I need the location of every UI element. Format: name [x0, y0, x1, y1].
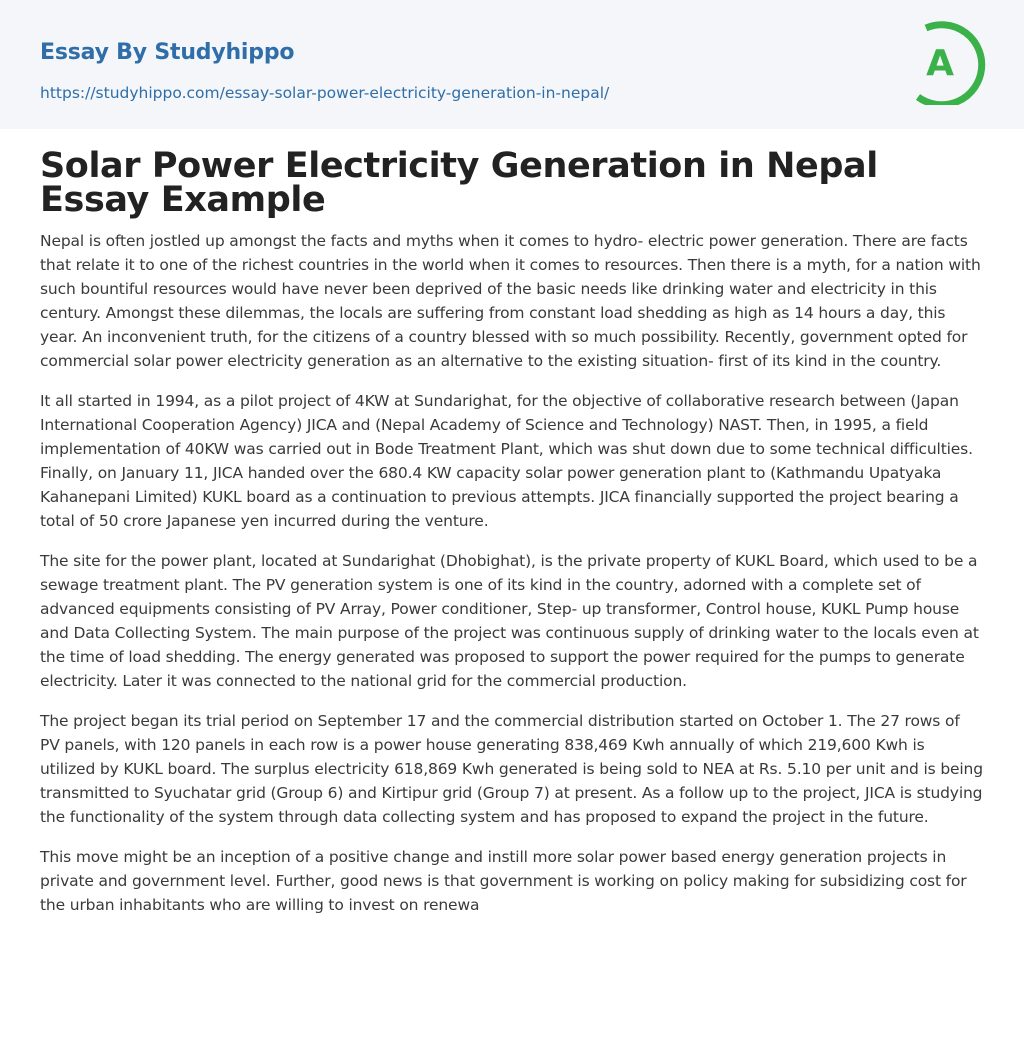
source-url-link[interactable]: https://studyhippo.com/essay-solar-power-electricity-generation-in-nepal/ [40, 84, 610, 102]
logo-letter: A [926, 43, 954, 84]
site-title[interactable]: Essay By Studyhippo [40, 40, 295, 65]
essay-paragraph: It all started in 1994, as a pilot project of 4KW at Sundarighat, for the objective of collaborative research between (Japan International Cooperation Agency) JICA and (Nepal Academy of Science and Technology) NAST. Then, in 1995, a field implementation of 40KW was carried out in Bode Treatment Plant, which was shut down due to some technical difficulties. Finally, on January 11, JICA handed over the 680.4 KW capacity solar power generation plant to (Kathmandu Upatyaka Kahanepani Limited) KUKL board as a continuation to previous attempts. JICA financially supported the project bearing a total of 50 crore Japanese yen incurred during the venture. [40, 392, 973, 530]
essay-paragraph: Nepal is often jostled up amongst the facts and myths when it comes to hydro- electric power generation. There are facts that relate it to one of the richest countries in the world when it comes to resources. Then there is a myth, for a nation with such bountiful resources would have never been deprived of the basic needs like drinking water and electricity in this century. Amongst these dilemmas, the locals are suffering from constant load shedding as high as 14 hours a day, this year. An inconvenient truth, for the citizens of a country blessed with so much possibility. Recently, government opted for commercial solar power electricity generation as an alternative to the existing situation- first of its kind in the country. [40, 232, 981, 370]
essay-body [40, 229, 984, 917]
essay-content [0, 129, 1024, 917]
essay-paragraph: The project began its trial period on September 17 and the commercial distribution started on October 1. The 27 rows of PV panels, with 120 panels in each row is a power house generating 838,469 Kwh annually of which 219,600 Kwh is utilized by KUKL board. The surplus electricity 618,869 Kwh generated is being sold to NEA at Rs. 5.10 per unit and is being transmitted to Syuchatar grid (Group 6) and Kirtipur grid (Group 7) at present. As a follow up to the project, JICA is studying the functionality of the system through data collecting system and has proposed to expand the project in the future. [40, 712, 983, 826]
site-header [0, 0, 1024, 129]
essay-paragraph: The site for the power plant, located at Sundarighat (Dhobighat), is the private property of KUKL Board, which used to be a sewage treatment plant. The PV generation system is one of its kind in the country, adorned with a complete set of advanced equipments consisting of PV Array, Power conditioner, Step- up transformer, Control house, KUKL Pump house and Data Collecting System. The main purpose of the project was continuous supply of drinking water to the locals even at the time of load shedding. The energy generated was proposed to support the power required for the pumps to generate electricity. Later it was connected to the national grid for the commercial production. [40, 552, 979, 690]
studyhippo-logo-icon[interactable] [912, 19, 986, 105]
essay-paragraph: This move might be an inception of a positive change and instill more solar power based energy generation projects in private and government level. Further, good news is that government is working on policy making for subsidizing cost for the urban inhabitants who are willing to invest on renewa [40, 848, 967, 914]
page-title: Solar Power Electricity Generation in Nepal Essay Example [40, 146, 878, 220]
